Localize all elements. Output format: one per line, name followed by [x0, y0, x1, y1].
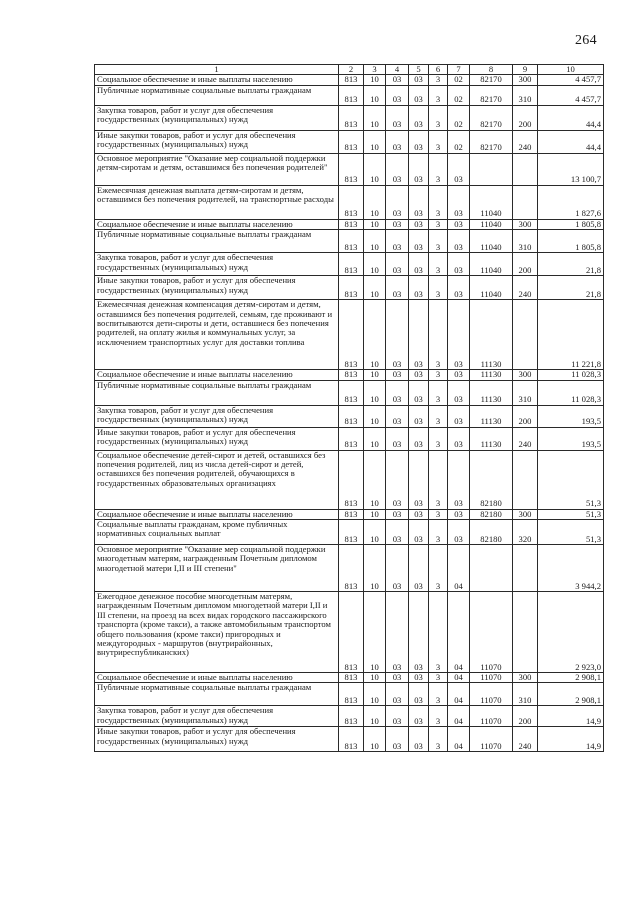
ministry-code-cell: 813	[339, 427, 364, 450]
subprogram-code-cell: 3	[429, 185, 448, 219]
expense-type-code-cell: 300	[513, 509, 538, 519]
ministry-code-cell: 813	[339, 253, 364, 276]
event-code-cell: 03	[448, 300, 470, 370]
subprogram-code-cell: 3	[429, 727, 448, 752]
table-row	[95, 300, 604, 370]
ministry-code-cell: 813	[339, 276, 364, 300]
event-code-cell: 04	[448, 683, 470, 706]
program-code-cell: 03	[409, 380, 429, 405]
ministry-code-cell: 813	[339, 153, 364, 185]
direction-code-cell: 11130	[470, 370, 513, 380]
subsection-code-cell: 03	[386, 405, 409, 427]
amount-cell: 2 908,1	[538, 673, 604, 683]
table-row	[95, 153, 604, 185]
section-code-cell: 10	[364, 427, 386, 450]
item-name-cell: Публичные нормативные социальные выплаты гражданам	[95, 230, 339, 253]
table-row	[95, 427, 604, 450]
direction-code-cell: 82180	[470, 450, 513, 509]
amount-cell: 2 923,0	[538, 592, 604, 673]
table-row	[95, 105, 604, 130]
event-code-cell: 03	[448, 405, 470, 427]
program-code-cell: 03	[409, 405, 429, 427]
expense-type-code-cell	[513, 185, 538, 219]
subsection-code-cell: 03	[386, 592, 409, 673]
subprogram-code-cell: 3	[429, 230, 448, 253]
section-code-cell: 10	[364, 545, 386, 592]
item-name-cell: Социальное обеспечение и иные выплаты населению	[95, 509, 339, 519]
event-code-cell: 04	[448, 727, 470, 752]
ministry-code-cell: 813	[339, 75, 364, 85]
subprogram-code-cell: 3	[429, 380, 448, 405]
table-row	[95, 683, 604, 706]
event-code-cell: 03	[448, 185, 470, 219]
table-row	[95, 276, 604, 300]
direction-code-cell: 11070	[470, 727, 513, 752]
expense-type-code-cell: 200	[513, 405, 538, 427]
table-row	[95, 85, 604, 105]
column-header: 8	[470, 65, 513, 75]
amount-cell: 21,8	[538, 253, 604, 276]
program-code-cell: 03	[409, 673, 429, 683]
column-header: 3	[364, 65, 386, 75]
expense-type-code-cell: 200	[513, 253, 538, 276]
expense-type-code-cell: 240	[513, 427, 538, 450]
expense-type-code-cell: 300	[513, 219, 538, 229]
ministry-code-cell: 813	[339, 520, 364, 545]
expense-type-code-cell	[513, 153, 538, 185]
item-name-cell: Социальное обеспечение детей-сирот и детей, оставшихся без попечения родителей, лиц из числа детей-сирот и детей, оставшихся без попечения родителей, обучающихся в государственных образовательных организациях	[95, 450, 339, 509]
ministry-code-cell: 813	[339, 592, 364, 673]
event-code-cell: 03	[448, 370, 470, 380]
subprogram-code-cell: 3	[429, 276, 448, 300]
subsection-code-cell: 03	[386, 230, 409, 253]
subprogram-code-cell: 3	[429, 706, 448, 727]
event-code-cell: 02	[448, 75, 470, 85]
amount-cell: 11 028,3	[538, 370, 604, 380]
subprogram-code-cell: 3	[429, 509, 448, 519]
table-body	[95, 75, 604, 752]
amount-cell: 2 908,1	[538, 683, 604, 706]
program-code-cell: 03	[409, 592, 429, 673]
subprogram-code-cell: 3	[429, 85, 448, 105]
event-code-cell: 03	[448, 427, 470, 450]
direction-code-cell: 11130	[470, 300, 513, 370]
program-code-cell: 03	[409, 230, 429, 253]
amount-cell: 3 944,2	[538, 545, 604, 592]
header-row	[95, 65, 604, 75]
subprogram-code-cell: 3	[429, 219, 448, 229]
item-name-cell: Социальные выплаты гражданам, кроме публичных нормативных социальных выплат	[95, 520, 339, 545]
direction-code-cell: 11040	[470, 276, 513, 300]
program-code-cell: 03	[409, 683, 429, 706]
ministry-code-cell: 813	[339, 727, 364, 752]
section-code-cell: 10	[364, 706, 386, 727]
item-name-cell: Основное мероприятие "Оказание мер социальной поддержки многодетным матерям, награжденным Почетным дипломом многодетной матери I,II и III степени"	[95, 545, 339, 592]
event-code-cell: 04	[448, 545, 470, 592]
column-header: 9	[513, 65, 538, 75]
direction-code-cell: 11070	[470, 592, 513, 673]
item-name-cell: Публичные нормативные социальные выплаты гражданам	[95, 380, 339, 405]
subprogram-code-cell: 3	[429, 673, 448, 683]
subsection-code-cell: 03	[386, 545, 409, 592]
direction-code-cell: 11040	[470, 219, 513, 229]
item-name-cell: Социальное обеспечение и иные выплаты населению	[95, 673, 339, 683]
item-name-cell: Иные закупки товаров, работ и услуг для обеспечения государственных (муниципальных) нужд	[95, 727, 339, 752]
subsection-code-cell: 03	[386, 683, 409, 706]
item-name-cell: Социальное обеспечение и иные выплаты населению	[95, 370, 339, 380]
section-code-cell: 10	[364, 300, 386, 370]
subsection-code-cell: 03	[386, 427, 409, 450]
column-header: 4	[386, 65, 409, 75]
expense-type-code-cell: 310	[513, 380, 538, 405]
event-code-cell: 04	[448, 592, 470, 673]
program-code-cell: 03	[409, 153, 429, 185]
subprogram-code-cell: 3	[429, 683, 448, 706]
table-row	[95, 75, 604, 85]
table-row	[95, 253, 604, 276]
subprogram-code-cell: 3	[429, 153, 448, 185]
event-code-cell: 03	[448, 509, 470, 519]
subprogram-code-cell: 3	[429, 450, 448, 509]
ministry-code-cell: 813	[339, 405, 364, 427]
section-code-cell: 10	[364, 673, 386, 683]
ministry-code-cell: 813	[339, 380, 364, 405]
program-code-cell: 03	[409, 276, 429, 300]
amount-cell: 44,4	[538, 105, 604, 130]
section-code-cell: 10	[364, 509, 386, 519]
expense-type-code-cell: 300	[513, 673, 538, 683]
column-header: 1	[95, 65, 339, 75]
table-row	[95, 230, 604, 253]
column-header: 6	[429, 65, 448, 75]
section-code-cell: 10	[364, 75, 386, 85]
section-code-cell: 10	[364, 185, 386, 219]
subsection-code-cell: 03	[386, 509, 409, 519]
subsection-code-cell: 03	[386, 380, 409, 405]
program-code-cell: 03	[409, 130, 429, 153]
item-name-cell: Закупка товаров, работ и услуг для обеспечения государственных (муниципальных) нужд	[95, 405, 339, 427]
event-code-cell: 04	[448, 706, 470, 727]
section-code-cell: 10	[364, 405, 386, 427]
direction-code-cell	[470, 545, 513, 592]
table-row	[95, 706, 604, 727]
program-code-cell: 03	[409, 75, 429, 85]
table-row	[95, 727, 604, 752]
item-name-cell: Ежегодное денежное пособие многодетным матерям, награжденным Почетным дипломом многодетной матери I,II и III степени, на проезд на всех видах городского пассажирского транспорта (кроме такси), а также автомобильным транспортом общего пользования (кроме такси) пригородных и междугородных - маршрутов (внутрирайонных, внутриреспубликанских)	[95, 592, 339, 673]
table-row	[95, 405, 604, 427]
subsection-code-cell: 03	[386, 727, 409, 752]
subsection-code-cell: 03	[386, 300, 409, 370]
ministry-code-cell: 813	[339, 230, 364, 253]
subsection-code-cell: 03	[386, 450, 409, 509]
direction-code-cell: 11130	[470, 380, 513, 405]
direction-code-cell: 82170	[470, 130, 513, 153]
amount-cell: 13 100,7	[538, 153, 604, 185]
table-row	[95, 450, 604, 509]
ministry-code-cell: 813	[339, 509, 364, 519]
direction-code-cell: 82170	[470, 75, 513, 85]
subsection-code-cell: 03	[386, 253, 409, 276]
expense-type-code-cell: 300	[513, 370, 538, 380]
event-code-cell: 02	[448, 130, 470, 153]
amount-cell: 193,5	[538, 405, 604, 427]
ministry-code-cell: 813	[339, 545, 364, 592]
program-code-cell: 03	[409, 727, 429, 752]
amount-cell: 14,9	[538, 727, 604, 752]
expense-type-code-cell: 320	[513, 520, 538, 545]
ministry-code-cell: 813	[339, 706, 364, 727]
column-header: 7	[448, 65, 470, 75]
expense-type-code-cell: 200	[513, 105, 538, 130]
subsection-code-cell: 03	[386, 130, 409, 153]
ministry-code-cell: 813	[339, 300, 364, 370]
program-code-cell: 03	[409, 545, 429, 592]
table-row	[95, 520, 604, 545]
program-code-cell: 03	[409, 450, 429, 509]
event-code-cell: 02	[448, 105, 470, 130]
direction-code-cell: 11070	[470, 706, 513, 727]
direction-code-cell: 11040	[470, 253, 513, 276]
item-name-cell: Иные закупки товаров, работ и услуг для обеспечения государственных (муниципальных) нужд	[95, 427, 339, 450]
subprogram-code-cell: 3	[429, 545, 448, 592]
column-header: 10	[538, 65, 604, 75]
section-code-cell: 10	[364, 105, 386, 130]
amount-cell: 51,3	[538, 450, 604, 509]
subsection-code-cell: 03	[386, 219, 409, 229]
subprogram-code-cell: 3	[429, 520, 448, 545]
section-code-cell: 10	[364, 450, 386, 509]
subsection-code-cell: 03	[386, 153, 409, 185]
table-row	[95, 545, 604, 592]
amount-cell: 4 457,7	[538, 75, 604, 85]
expense-type-code-cell: 240	[513, 130, 538, 153]
subsection-code-cell: 03	[386, 85, 409, 105]
amount-cell: 1 827,6	[538, 185, 604, 219]
program-code-cell: 03	[409, 85, 429, 105]
amount-cell: 21,8	[538, 276, 604, 300]
event-code-cell: 02	[448, 85, 470, 105]
amount-cell: 11 221,8	[538, 300, 604, 370]
column-header: 2	[339, 65, 364, 75]
subsection-code-cell: 03	[386, 706, 409, 727]
expense-type-code-cell	[513, 592, 538, 673]
ministry-code-cell: 813	[339, 185, 364, 219]
subsection-code-cell: 03	[386, 673, 409, 683]
expense-type-code-cell: 300	[513, 75, 538, 85]
event-code-cell: 03	[448, 230, 470, 253]
ministry-code-cell: 813	[339, 130, 364, 153]
amount-cell: 193,5	[538, 427, 604, 450]
item-name-cell: Иные закупки товаров, работ и услуг для обеспечения государственных (муниципальных) нужд	[95, 276, 339, 300]
event-code-cell: 03	[448, 276, 470, 300]
direction-code-cell: 11130	[470, 405, 513, 427]
column-header: 5	[409, 65, 429, 75]
program-code-cell: 03	[409, 185, 429, 219]
section-code-cell: 10	[364, 380, 386, 405]
section-code-cell: 10	[364, 520, 386, 545]
expense-type-code-cell	[513, 300, 538, 370]
expense-type-code-cell: 310	[513, 683, 538, 706]
subprogram-code-cell: 3	[429, 427, 448, 450]
subsection-code-cell: 03	[386, 520, 409, 545]
direction-code-cell	[470, 153, 513, 185]
item-name-cell: Иные закупки товаров, работ и услуг для обеспечения государственных (муниципальных) нужд	[95, 130, 339, 153]
direction-code-cell: 82180	[470, 509, 513, 519]
direction-code-cell: 82170	[470, 85, 513, 105]
expense-type-code-cell: 200	[513, 706, 538, 727]
ministry-code-cell: 813	[339, 683, 364, 706]
direction-code-cell: 11070	[470, 683, 513, 706]
direction-code-cell: 82170	[470, 105, 513, 130]
subprogram-code-cell: 3	[429, 370, 448, 380]
program-code-cell: 03	[409, 509, 429, 519]
event-code-cell: 04	[448, 673, 470, 683]
budget-table	[94, 64, 604, 752]
event-code-cell: 03	[448, 450, 470, 509]
item-name-cell: Основное мероприятие "Оказание мер социальной поддержки детям-сиротам и детям, оставшимся без попечения родителей"	[95, 153, 339, 185]
ministry-code-cell: 813	[339, 85, 364, 105]
subsection-code-cell: 03	[386, 105, 409, 130]
program-code-cell: 03	[409, 105, 429, 130]
amount-cell: 1 805,8	[538, 230, 604, 253]
program-code-cell: 03	[409, 706, 429, 727]
item-name-cell: Социальное обеспечение и иные выплаты населению	[95, 219, 339, 229]
program-code-cell: 03	[409, 427, 429, 450]
table-row	[95, 380, 604, 405]
page-number: 264	[575, 33, 597, 48]
amount-cell: 11 028,3	[538, 380, 604, 405]
ministry-code-cell: 813	[339, 370, 364, 380]
subsection-code-cell: 03	[386, 370, 409, 380]
table-row	[95, 219, 604, 229]
table-row	[95, 130, 604, 153]
expense-type-code-cell: 310	[513, 230, 538, 253]
amount-cell: 51,3	[538, 509, 604, 519]
item-name-cell: Публичные нормативные социальные выплаты гражданам	[95, 683, 339, 706]
item-name-cell: Закупка товаров, работ и услуг для обеспечения государственных (муниципальных) нужд	[95, 105, 339, 130]
expense-type-code-cell: 310	[513, 85, 538, 105]
section-code-cell: 10	[364, 219, 386, 229]
table-row	[95, 370, 604, 380]
table-row	[95, 185, 604, 219]
event-code-cell: 03	[448, 253, 470, 276]
item-name-cell: Ежемесячная денежная выплата детям-сиротам и детям, оставшимся без попечения родителей, на транспортные расходы	[95, 185, 339, 219]
expense-type-code-cell	[513, 450, 538, 509]
expense-type-code-cell: 240	[513, 727, 538, 752]
ministry-code-cell: 813	[339, 673, 364, 683]
event-code-cell: 03	[448, 380, 470, 405]
subprogram-code-cell: 3	[429, 253, 448, 276]
direction-code-cell: 11040	[470, 230, 513, 253]
section-code-cell: 10	[364, 230, 386, 253]
section-code-cell: 10	[364, 683, 386, 706]
item-name-cell: Ежемесячная денежная компенсация детям-сиротам и детям, оставшимся без попечения родителей, семьям, где проживают и воспитываются дети-сироты и дети, оставшиеся без попечения родителей, на оплату жилья и коммунальных услуг, за исключением транспортных услуг для доставки топлива	[95, 300, 339, 370]
subprogram-code-cell: 3	[429, 130, 448, 153]
item-name-cell: Публичные нормативные социальные выплаты гражданам	[95, 85, 339, 105]
ministry-code-cell: 813	[339, 219, 364, 229]
subsection-code-cell: 03	[386, 276, 409, 300]
section-code-cell: 10	[364, 253, 386, 276]
subprogram-code-cell: 3	[429, 592, 448, 673]
table-row	[95, 592, 604, 673]
item-name-cell: Закупка товаров, работ и услуг для обеспечения государственных (муниципальных) нужд	[95, 253, 339, 276]
subsection-code-cell: 03	[386, 185, 409, 219]
amount-cell: 51,3	[538, 520, 604, 545]
direction-code-cell: 11130	[470, 427, 513, 450]
program-code-cell: 03	[409, 253, 429, 276]
subsection-code-cell: 03	[386, 75, 409, 85]
subprogram-code-cell: 3	[429, 405, 448, 427]
ministry-code-cell: 813	[339, 450, 364, 509]
section-code-cell: 10	[364, 130, 386, 153]
table-row	[95, 509, 604, 519]
item-name-cell: Социальное обеспечение и иные выплаты населению	[95, 75, 339, 85]
expense-type-code-cell	[513, 545, 538, 592]
section-code-cell: 10	[364, 370, 386, 380]
direction-code-cell: 82180	[470, 520, 513, 545]
section-code-cell: 10	[364, 592, 386, 673]
program-code-cell: 03	[409, 520, 429, 545]
section-code-cell: 10	[364, 727, 386, 752]
event-code-cell: 03	[448, 520, 470, 545]
item-name-cell: Закупка товаров, работ и услуг для обеспечения государственных (муниципальных) нужд	[95, 706, 339, 727]
amount-cell: 4 457,7	[538, 85, 604, 105]
event-code-cell: 03	[448, 153, 470, 185]
ministry-code-cell: 813	[339, 105, 364, 130]
section-code-cell: 10	[364, 276, 386, 300]
expense-type-code-cell: 240	[513, 276, 538, 300]
subprogram-code-cell: 3	[429, 75, 448, 85]
amount-cell: 44,4	[538, 130, 604, 153]
table-row	[95, 673, 604, 683]
program-code-cell: 03	[409, 219, 429, 229]
program-code-cell: 03	[409, 370, 429, 380]
direction-code-cell: 11040	[470, 185, 513, 219]
event-code-cell: 03	[448, 219, 470, 229]
subprogram-code-cell: 3	[429, 300, 448, 370]
amount-cell: 14,9	[538, 706, 604, 727]
direction-code-cell: 11070	[470, 673, 513, 683]
section-code-cell: 10	[364, 153, 386, 185]
program-code-cell: 03	[409, 300, 429, 370]
subprogram-code-cell: 3	[429, 105, 448, 130]
section-code-cell: 10	[364, 85, 386, 105]
amount-cell: 1 805,8	[538, 219, 604, 229]
